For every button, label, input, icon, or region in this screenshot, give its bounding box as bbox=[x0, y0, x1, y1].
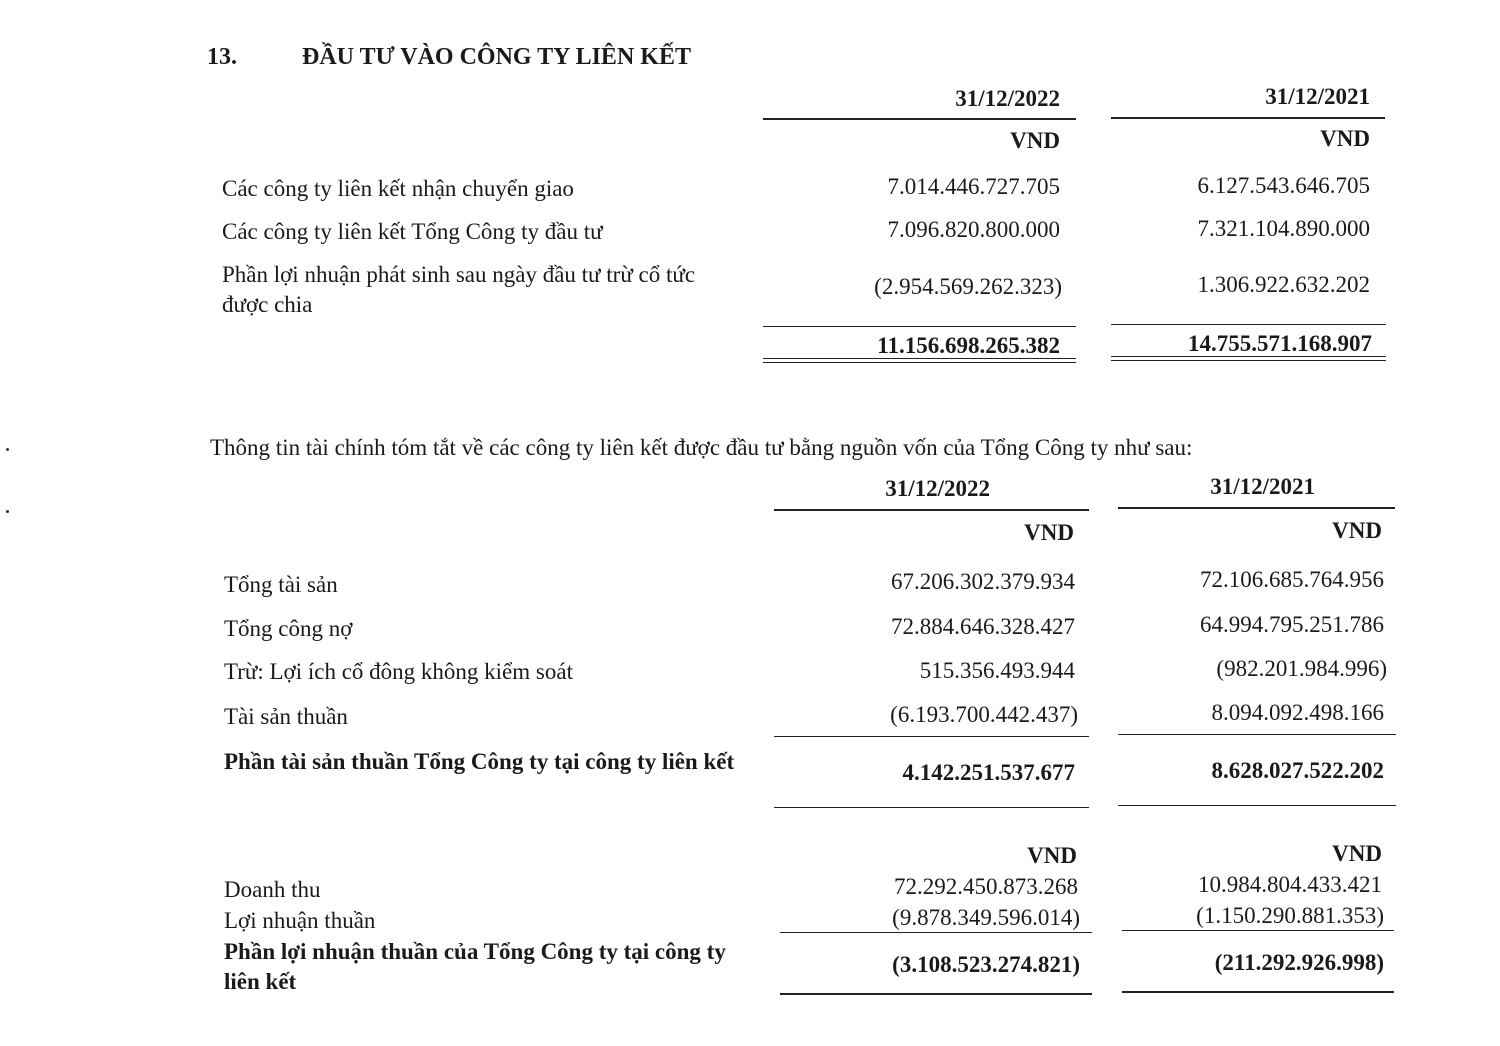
t2-col1-header-rule bbox=[774, 509, 1089, 511]
t3-col2-unit: VND bbox=[1332, 841, 1382, 866]
t3-row-value-2021: 10.984.804.433.421 bbox=[1198, 872, 1382, 897]
t2-row-value-2022: 72.884.646.328.427 bbox=[891, 614, 1075, 639]
t1-row-value-2022: 7.014.446.727.705 bbox=[887, 174, 1060, 199]
t3-share-2022: (3.108.523.274.821) bbox=[892, 952, 1080, 977]
t2-row-value-2022: 515.356.493.944 bbox=[919, 658, 1075, 683]
t1-col1-header-rule bbox=[763, 118, 1076, 120]
t3-col1-unit: VND bbox=[1027, 843, 1077, 868]
t2-share-2022: 4.142.251.537.677 bbox=[902, 760, 1075, 785]
t2-col2-date: 31/12/2021 bbox=[1210, 474, 1315, 499]
t1-col1-double-rule bbox=[763, 358, 1076, 363]
t2-col2-subtotal-rule bbox=[1118, 734, 1396, 735]
t2-col1-subtotal-rule bbox=[774, 736, 1089, 737]
t2-row-value-2021: (982.201.984.996) bbox=[1216, 656, 1387, 681]
t1-col2-header-rule bbox=[1111, 117, 1385, 119]
t1-row-label: Phần lợi nhuận phát sinh sau ngày đầu tư trừ cổ tức được chia bbox=[222, 262, 696, 317]
t2-col2-unit: VND bbox=[1332, 518, 1382, 543]
t1-col2-subtotal-rule bbox=[1111, 324, 1386, 325]
t3-share-label: Phần lợi nhuận thuần của Tổng Công ty tại công ty liên kết bbox=[224, 939, 726, 994]
t1-row-label: Các công ty liên kết Tổng Công ty đầu tư bbox=[222, 219, 603, 244]
summary-intro: Thông tin tài chính tóm tắt về các công ty liên kết được đầu tư bằng nguồn vốn của Tổng Công ty như sau: bbox=[210, 435, 1193, 460]
t3-row-value-2021: (1.150.290.881.353) bbox=[1196, 903, 1384, 928]
t2-col1-date: 31/12/2022 bbox=[885, 476, 990, 501]
t1-col1-subtotal-rule bbox=[763, 326, 1076, 327]
t2-share-label: Phần tài sản thuần Tổng Công ty tại công ty liên kết bbox=[224, 749, 735, 774]
t3-row-label: Doanh thu bbox=[224, 877, 321, 902]
scan-mark bbox=[6, 448, 9, 451]
t1-col1-date: 31/12/2022 bbox=[955, 86, 1060, 111]
t2-row-value-2022: (6.193.700.442.437) bbox=[890, 702, 1078, 727]
t2-row-label: Tổng công nợ bbox=[224, 616, 353, 641]
t1-row-value-2021: 6.127.543.646.705 bbox=[1197, 173, 1370, 198]
t2-row-value-2021: 64.994.795.251.786 bbox=[1200, 612, 1384, 637]
t1-total-2022: 11.156.698.265.382 bbox=[877, 333, 1060, 358]
t2-row-label: Trừ: Lợi ích cổ đông không kiểm soát bbox=[224, 659, 573, 684]
t1-total-2021: 14.755.571.168.907 bbox=[1188, 331, 1372, 356]
t1-row-value-2021: 1.306.922.632.202 bbox=[1197, 272, 1370, 297]
t1-col2-date: 31/12/2021 bbox=[1265, 84, 1370, 109]
t3-row-value-2022: (9.878.349.596.014) bbox=[892, 905, 1080, 930]
t1-row-label: Các công ty liên kết nhận chuyển giao bbox=[222, 176, 574, 201]
t1-row-value-2021: 7.321.104.890.000 bbox=[1197, 216, 1370, 241]
t2-col2-header-rule bbox=[1118, 507, 1395, 509]
t3-row-label: Lợi nhuận thuần bbox=[224, 908, 376, 933]
t2-col1-unit: VND bbox=[1024, 520, 1074, 545]
t3-share-2021: (211.292.926.998) bbox=[1214, 950, 1384, 975]
section-title: ĐẦU TƯ VÀO CÔNG TY LIÊN KẾT bbox=[302, 44, 691, 70]
t2-share-2021: 8.628.027.522.202 bbox=[1211, 758, 1384, 783]
t2-row-value-2022: 67.206.302.379.934 bbox=[891, 569, 1075, 594]
t1-row-value-2022: (2.954.569.262.323) bbox=[874, 274, 1062, 299]
t1-col1-unit: VND bbox=[1010, 128, 1060, 153]
t2-row-value-2021: 8.094.092.498.166 bbox=[1211, 700, 1384, 725]
t2-row-label: Tài sản thuần bbox=[224, 704, 348, 729]
t2-col1-bottom-rule bbox=[774, 807, 1089, 808]
section-number: 13. bbox=[207, 44, 237, 70]
t2-col2-bottom-rule bbox=[1118, 805, 1396, 806]
t3-col2-bottom-rule bbox=[1122, 991, 1394, 993]
t3-col1-bottom-rule bbox=[780, 993, 1092, 995]
t2-row-label: Tổng tài sản bbox=[224, 572, 338, 597]
t1-row-value-2022: 7.096.820.800.000 bbox=[887, 217, 1060, 242]
t1-col2-double-rule bbox=[1111, 356, 1386, 361]
t1-col2-unit: VND bbox=[1320, 126, 1370, 151]
t3-row-value-2022: 72.292.450.873.268 bbox=[894, 874, 1078, 899]
t2-row-value-2021: 72.106.685.764.956 bbox=[1200, 567, 1384, 592]
t3-col2-subtotal-rule bbox=[1122, 930, 1394, 931]
t3-col1-subtotal-rule bbox=[780, 932, 1092, 933]
scan-mark bbox=[6, 510, 9, 513]
